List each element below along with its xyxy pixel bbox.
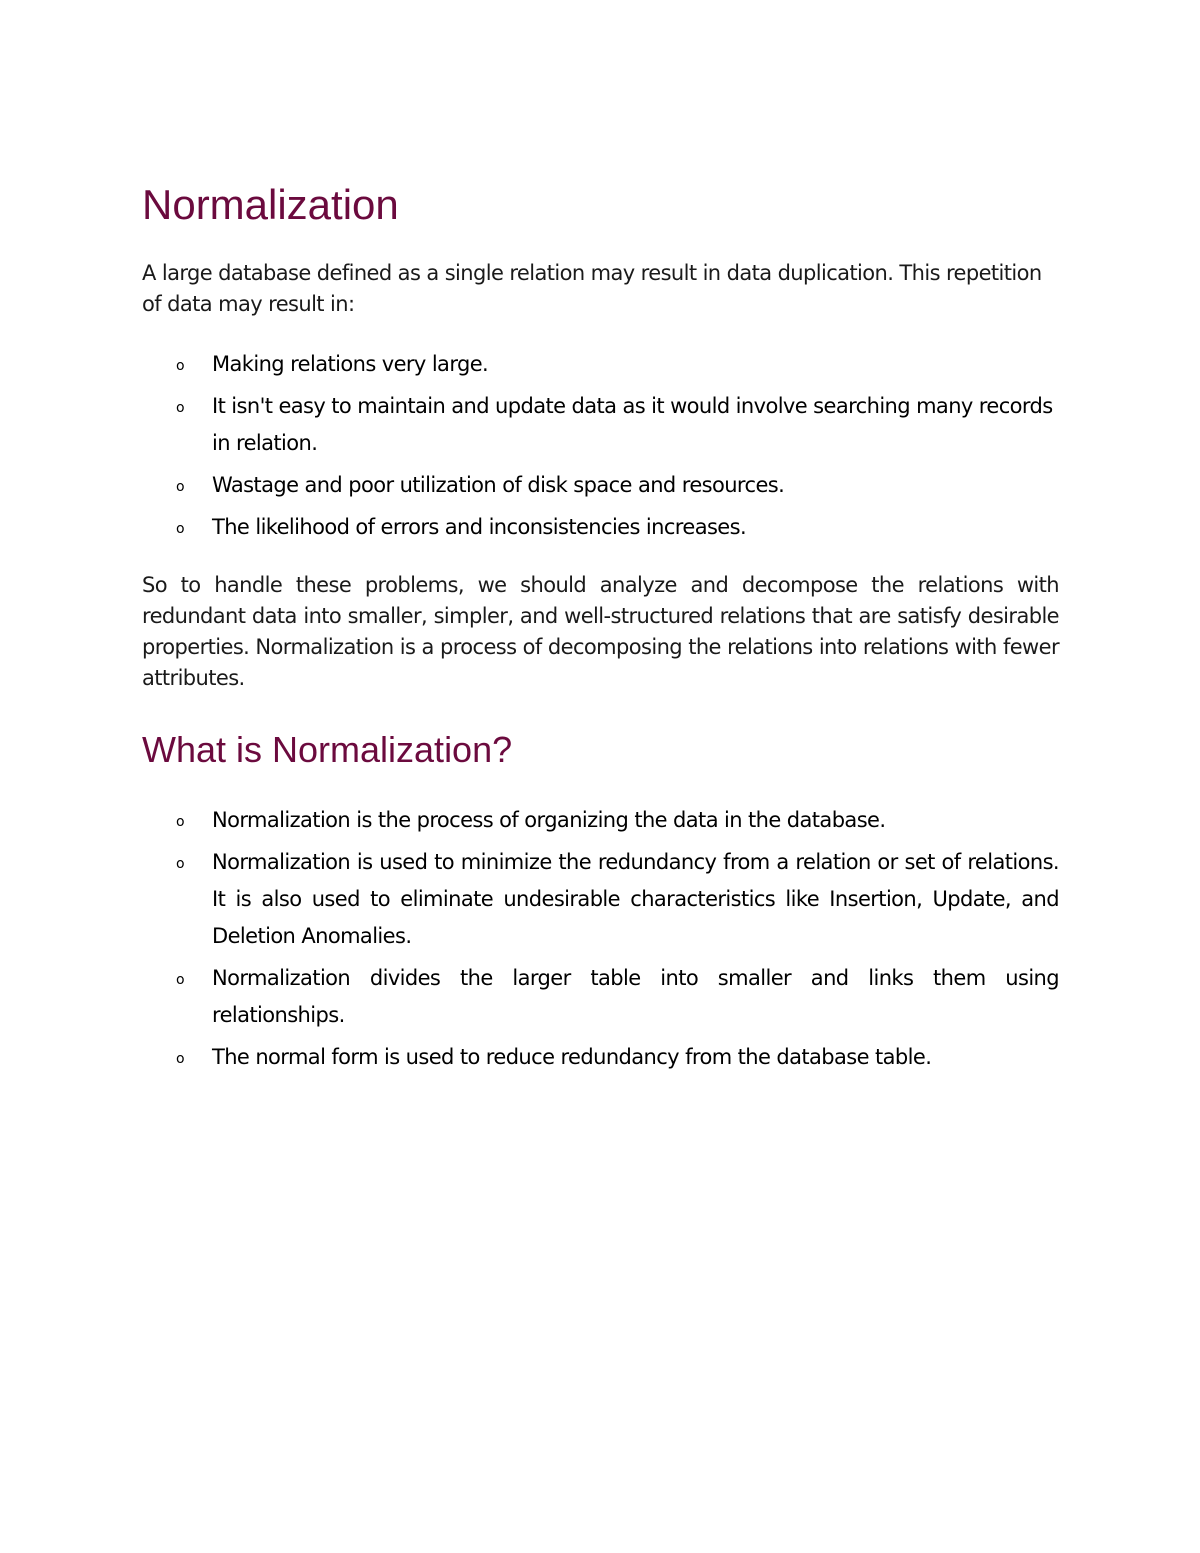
bullet-marker: o (176, 479, 184, 496)
bullet-marker: o (176, 855, 184, 872)
list-item (142, 467, 1059, 504)
list-item-text: Wastage and poor utilization of disk space and resources. (212, 473, 785, 498)
list-item-text: It isn't easy to maintain and update data as it would involve searching many records in relation. (212, 394, 1053, 456)
definition-list (142, 802, 1059, 1076)
list-item (142, 802, 1059, 839)
bullet-marker: o (176, 400, 184, 417)
bullet-marker: o (176, 813, 184, 830)
bullet-marker: o (176, 358, 184, 375)
intro-paragraph: A large database defined as a single relation may result in data duplication. This repetition of data may result in: (142, 261, 1042, 317)
list-item (142, 1039, 1059, 1076)
list-item-text: The normal form is used to reduce redundancy from the database table. (212, 1044, 932, 1069)
list-item-text: The likelihood of errors and inconsistencies increases. (212, 515, 747, 540)
bullet-marker: o (176, 521, 184, 538)
list-item-text: Normalization is used to minimize the redundancy from a relation or set of relations. It is also used to eliminate undesirable characteristics like Insertion, Update, and Deletion Anomalies. (212, 849, 1059, 948)
list-item-text: Normalization divides the larger table into smaller and links them using relationships. (212, 965, 1059, 1027)
list-item (142, 844, 1059, 955)
list-item (142, 388, 1059, 462)
bullet-marker: o (176, 1050, 184, 1067)
list-item (142, 960, 1059, 1034)
section-title-what-is-normalization: What is Normalization? (142, 729, 513, 771)
section-title-normalization: Normalization (142, 181, 399, 228)
document-content (142, 180, 1059, 1100)
problems-list (142, 346, 1059, 546)
list-item (142, 509, 1059, 546)
list-item-text: Normalization is the process of organizing the data in the database. (212, 807, 886, 832)
list-item (142, 346, 1059, 383)
list-item-text: Making relations very large. (212, 352, 489, 377)
conclusion-paragraph: So to handle these problems, we should analyze and decompose the relations with redundant data into smaller, simpler, and well-structured relations that are satisfy desirable properties. Normalization is a process of decomposing the relations into relations with fewer attributes. (142, 573, 1059, 691)
bullet-marker: o (176, 971, 184, 988)
